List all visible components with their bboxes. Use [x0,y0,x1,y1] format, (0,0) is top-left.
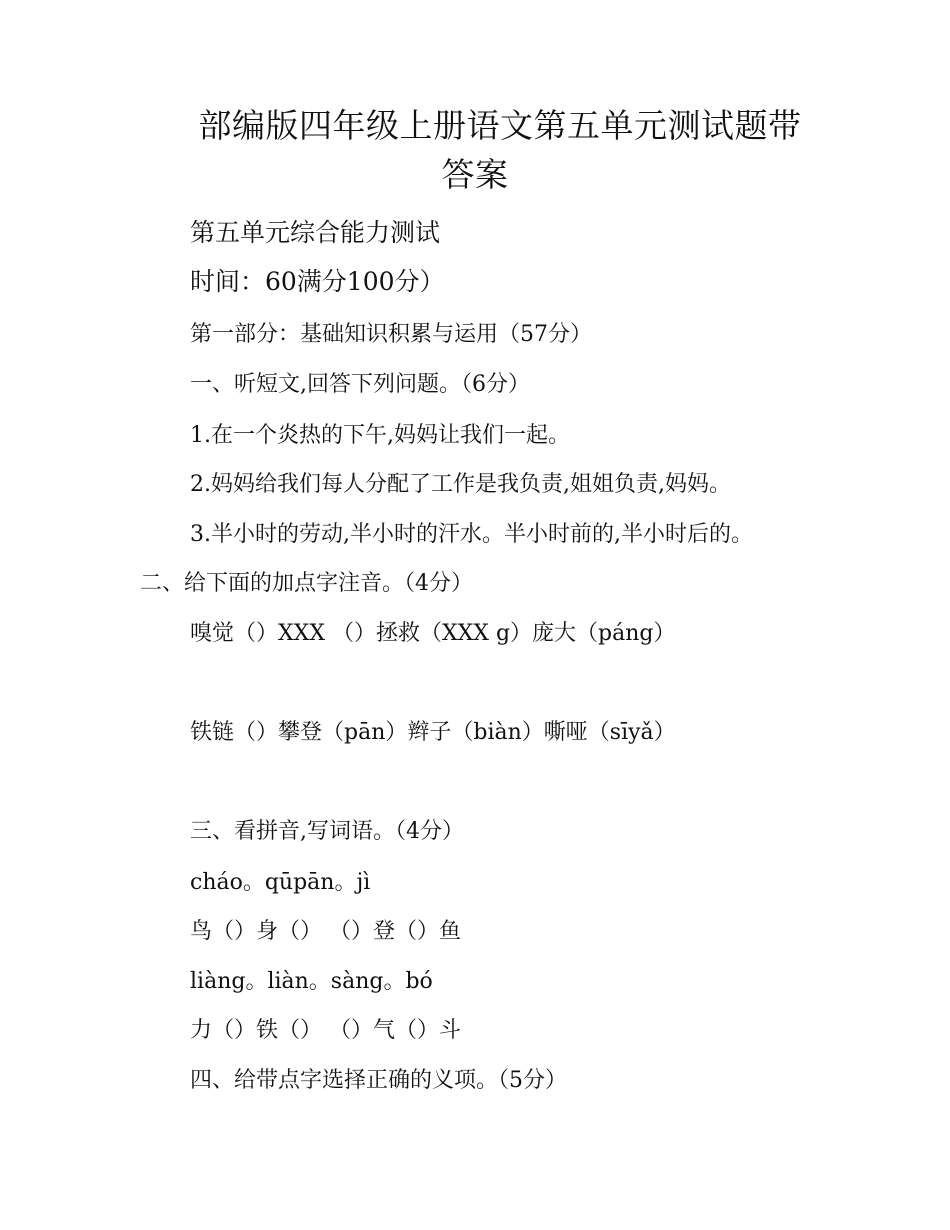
document-title-line1: 部编版四年级上册语文第五单元测试题带 [198,106,802,145]
part1-heading: 第一部分：基础知识积累与运用（57分） [190,322,592,347]
section1-question-1: 1.在一个炎热的下午,妈妈让我们一起。 [190,423,570,448]
section2-row-1: 嗅觉（）XXX （）拯救（XXX g）庞大（páng） [190,621,676,646]
section1-heading: 一、听短文,回答下列问题。（6分） [190,372,530,397]
section2-row-2: 铁链（）攀登（pān）辫子（biàn）嘶哑（sīyǎ） [190,720,676,745]
section3-words-row-2: 力（）铁（） （）气（）斗 [190,1018,461,1043]
section1-question-3: 3.半小时的劳动,半小时的汗水。半小时前的,半小时后的。 [190,522,753,547]
document-title-line2: 答案 [441,155,509,194]
test-time-info: 时间：60满分100分） [190,267,445,296]
section3-heading: 三、看拼音,写词语。（4分） [190,819,464,844]
test-subtitle: 第五单元综合能力测试 [190,218,441,247]
section1-question-2: 2.妈妈给我们每人分配了工作是我负责,姐姐负责,妈妈。 [190,472,731,497]
section3-pinyin-row-1: cháo。qūpān。jì [190,870,371,895]
section3-words-row-1: 鸟（）身（） （）登（）鱼 [190,919,461,944]
section4-heading: 四、给带点字选择正确的义项。（5分） [190,1068,567,1093]
section3-pinyin-row-2: liàng。liàn。sàng。bó [190,969,433,994]
section2-heading: 二、给下面的加点字注音。（4分） [140,571,473,596]
